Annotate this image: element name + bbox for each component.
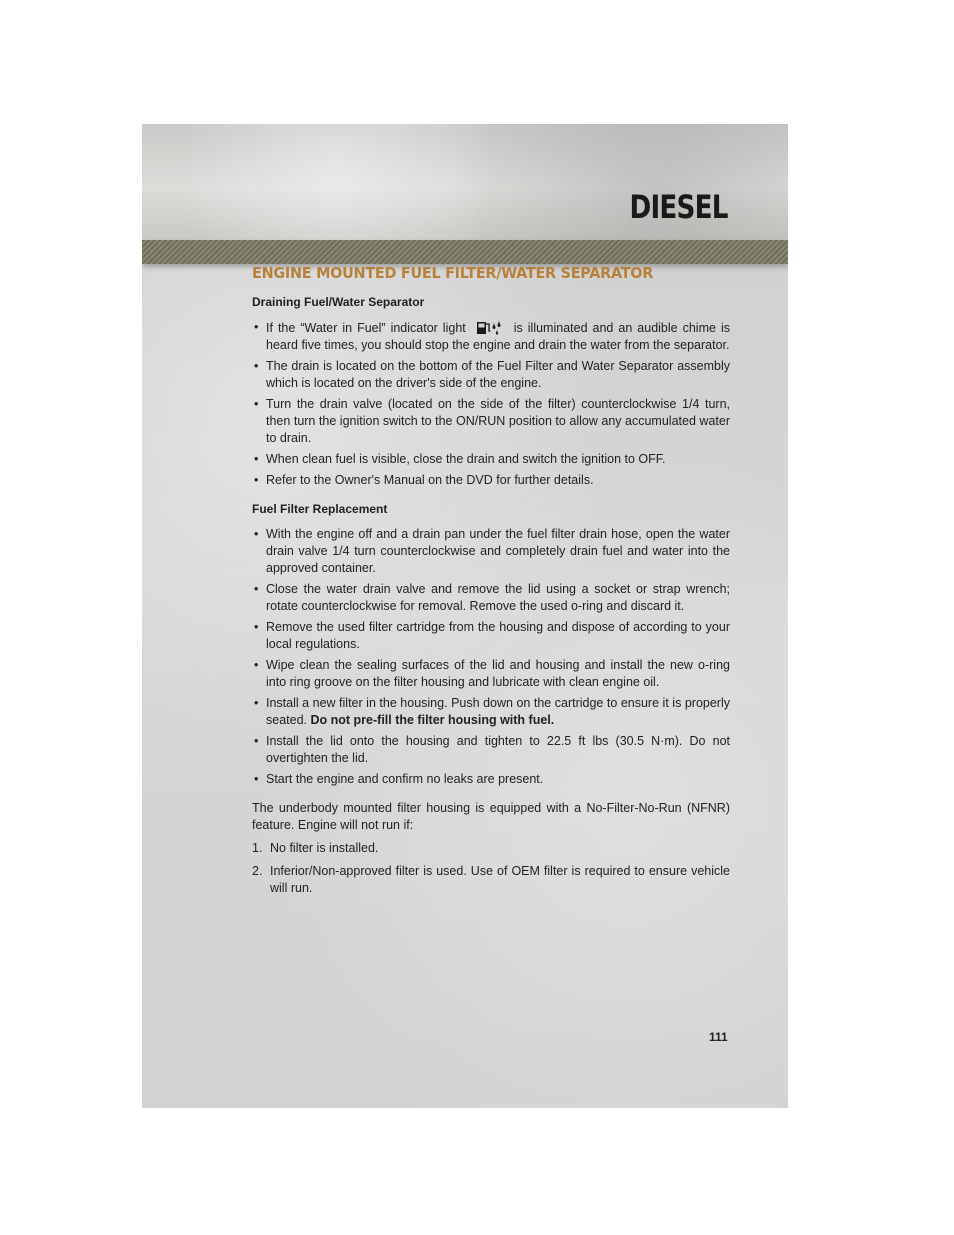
list-item: • Install the lid onto the housing and tighten to 22.5 ft lbs (30.5 N·m). Do not overtighten the lid. <box>252 733 730 767</box>
list-item: • When clean fuel is visible, close the drain and switch the ignition to OFF. <box>252 451 730 468</box>
list-item-text: Install a new filter in the housing. Push down on the cartridge to ensure it is properly seated. <box>266 696 730 727</box>
item-number: 2. <box>252 864 263 878</box>
list-item: • With the engine off and a drain pan under the fuel filter drain hose, open the water drain valve 1/4 turn counterclockwise and completely drain fuel and water into the approved container. <box>252 526 730 577</box>
water-in-fuel-icon <box>475 319 505 335</box>
nfnr-paragraph: The underbody mounted filter housing is equipped with a No-Filter-No-Run (NFNR) feature. Engine will not run if: <box>252 801 730 832</box>
list-item: • Refer to the Owner's Manual on the DVD for further details. <box>252 472 730 489</box>
content-area <box>252 265 730 903</box>
list-item: • Start the engine and confirm no leaks are present. <box>252 771 730 788</box>
header-band <box>142 124 788 240</box>
subheading-replacement: Fuel Filter Replacement <box>252 502 388 516</box>
numbered-list <box>252 840 730 897</box>
list-item: • Remove the used filter cartridge from the housing and dispose of according to your local regulations. <box>252 619 730 653</box>
list-item-text: If the “Water in Fuel” indicator light <box>266 321 466 335</box>
list-item: • The drain is located on the bottom of the Fuel Filter and Water Separator assembly which is located on the driver's side of the engine. <box>252 358 730 392</box>
numbered-item <box>252 840 730 857</box>
list-item: • Wipe clean the sealing surfaces of the lid and housing and install the new o-ring into ring groove on the filter housing and lubricate with clean engine oil. <box>252 657 730 691</box>
numbered-item <box>252 863 730 897</box>
page-panel <box>142 124 788 1108</box>
section-title: DIESEL <box>629 188 728 226</box>
item-text: No filter is installed. <box>270 841 379 855</box>
list-item <box>252 695 730 729</box>
replacement-list <box>252 526 730 788</box>
main-heading: ENGINE MOUNTED FUEL FILTER/WATER SEPARATOR <box>252 264 654 282</box>
list-item <box>252 319 730 354</box>
list-item: • Close the water drain valve and remove the lid using a socket or strap wrench; rotate counterclockwise for removal. Remove the used o-ring and discard it. <box>252 581 730 615</box>
header-stripe <box>142 240 788 264</box>
page-number: 111 <box>709 1030 728 1044</box>
item-text: Inferior/Non-approved filter is used. Use of OEM filter is required to ensure vehicle will run. <box>270 864 730 895</box>
list-item-text: is illuminated and an audible chime is heard five times, you should stop the engine and drain the water from the separator. <box>266 321 730 352</box>
subheading-draining: Draining Fuel/Water Separator <box>252 295 425 309</box>
draining-list <box>252 319 730 489</box>
list-item: • Turn the drain valve (located on the side of the filter) counterclockwise 1/4 turn, then turn the ignition switch to the ON/RUN position to allow any accumulated water to drain. <box>252 396 730 447</box>
item-number: 1. <box>252 841 263 855</box>
warning-text: Do not pre-fill the filter housing with fuel. <box>310 713 555 727</box>
